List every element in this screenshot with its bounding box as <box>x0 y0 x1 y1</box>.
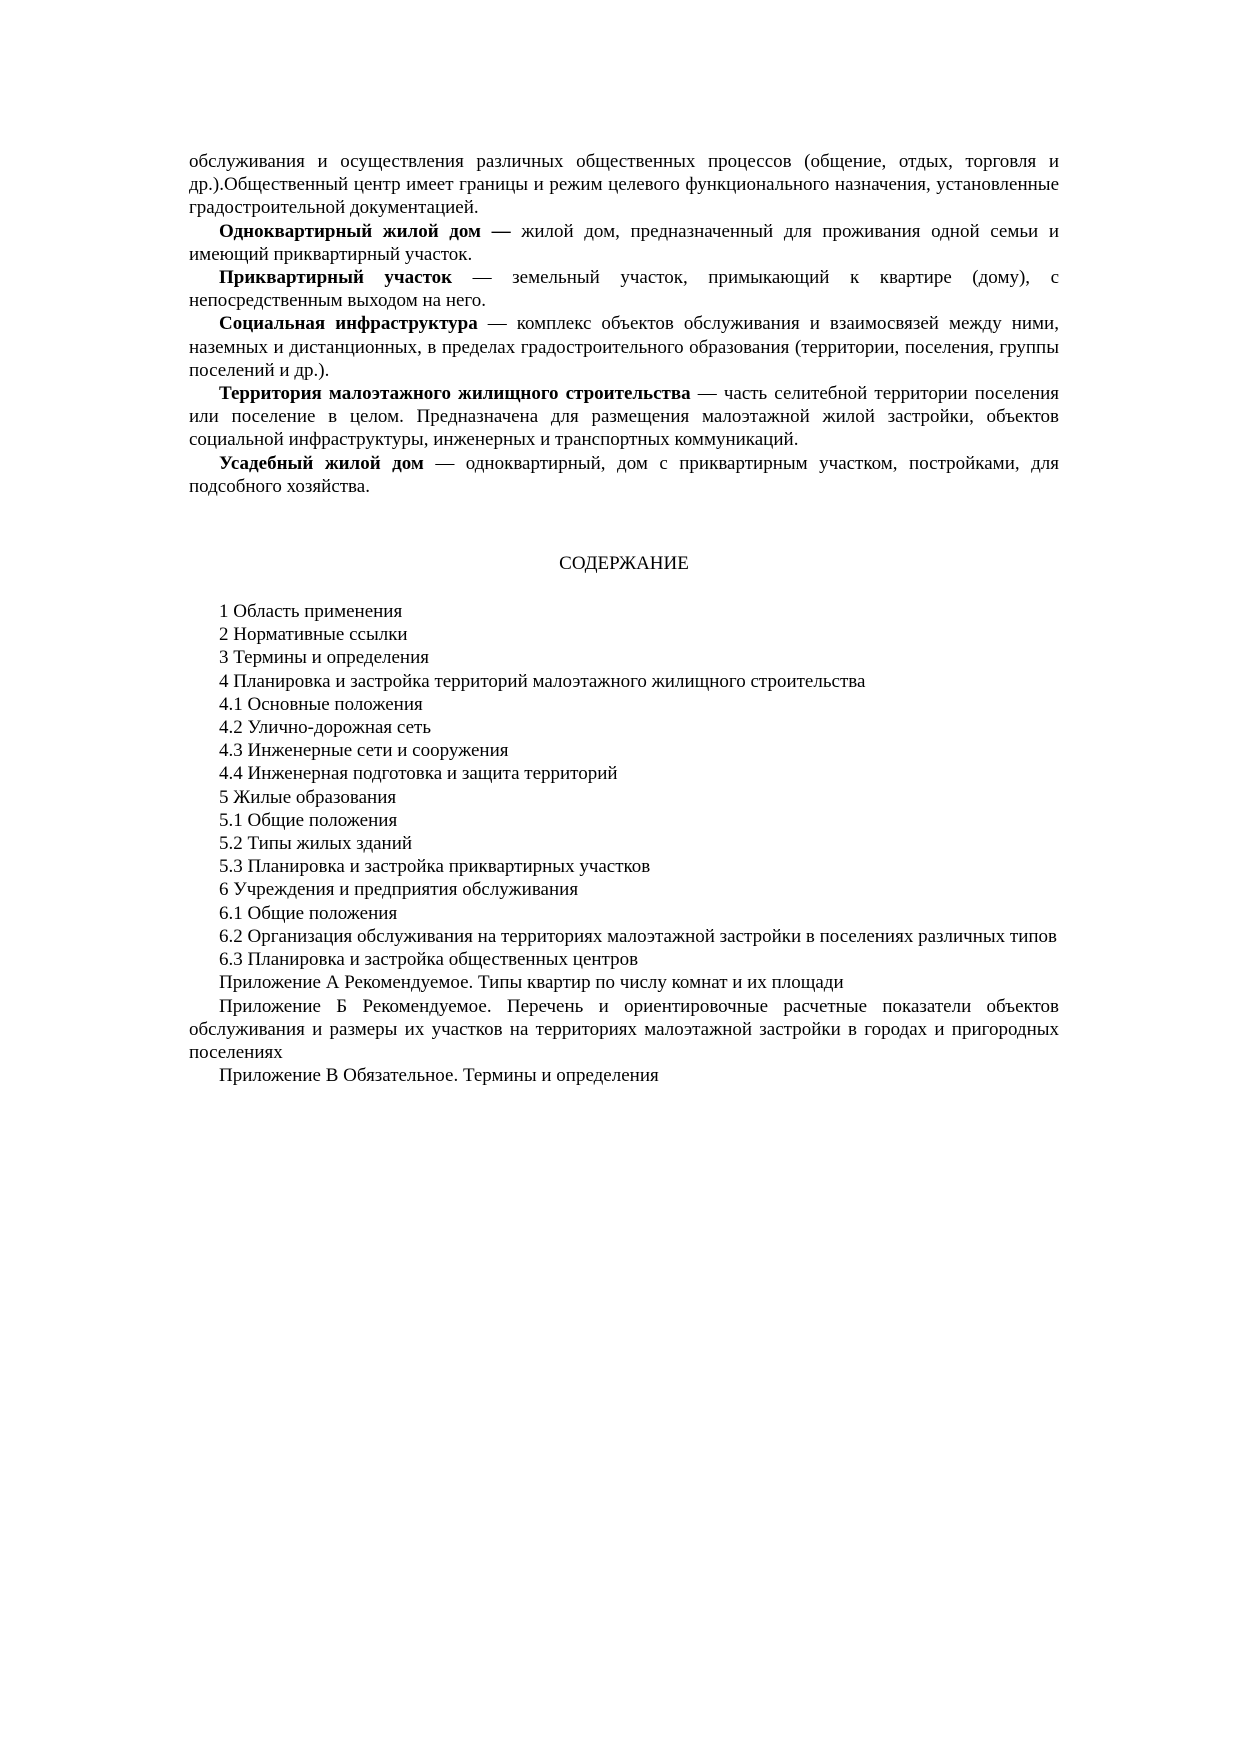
toc-item: 4.3 Инженерные сети и сооружения <box>219 740 509 762</box>
definition-text: жилой дом, предназначенный для проживания одной семьи и имеющий приквартирный участок. <box>189 220 1059 265</box>
toc-item: Приложение А Рекомендуемое. Типы квартир по числу комнат и их площади <box>219 972 844 994</box>
toc-item: 3 Термины и определения <box>219 647 430 669</box>
toc-item: 4.2 Улично-дорожная сеть <box>219 717 431 739</box>
definition-term: Социальная инфраструктура <box>219 313 478 335</box>
definition-text: — одноквартирный, дом с приквартирным участком, постройками, для подсобного хозяйства. <box>189 452 1059 497</box>
toc-item: Приложение Б Рекомендуемое. Перечень и ориентировочные расчетные показатели объектов обслуживания и размеры их участков на территориях малоэтажной застройки в городах и пригородных поселениях <box>189 995 1059 1063</box>
toc-item: 4.4 Инженерная подготовка и защита территорий <box>219 763 618 785</box>
toc-item: 2 Нормативные ссылки <box>219 624 408 646</box>
toc-list <box>189 600 1059 1087</box>
toc-item: 4 Планировка и застройка территорий малоэтажного жилищного строительства <box>219 670 866 692</box>
toc-item: Приложение В Обязательное. Термины и определения <box>219 1065 659 1087</box>
document-page <box>189 150 1059 1087</box>
toc-item: 5.3 Планировка и застройка приквартирных участков <box>219 856 651 878</box>
definition-term: Приквартирный участок <box>219 267 453 289</box>
toc-item: 6.1 Общие положения <box>219 902 398 924</box>
definition-text: — земельный участок, примыкающий к квартире (дому), с непосредственным выходом на него. <box>189 267 1060 312</box>
toc-item: 6 Учреждения и предприятия обслуживания <box>219 879 579 901</box>
toc-item: 5 Жилые образования <box>219 786 397 808</box>
definition-paragraph <box>189 312 1059 382</box>
definition-text: — комплекс объектов обслуживания и взаимосвязей между ними, наземных и дистанционных, в пределах градостроительного образования (территории, поселения, группы поселений и др.). <box>189 313 1059 381</box>
toc-title: СОДЕРЖАНИЕ <box>559 553 689 575</box>
toc-item: 6.2 Организация обслуживания на территориях малоэтажной застройки в поселениях различных типов <box>219 925 1058 947</box>
intro-continuation-paragraph: обслуживания и осуществления различных общественных процессов (общение, отдых, торговля и др.).Общественный центр имеет границы и режим целевого функционального назначения, установленные градостроительной документацией. <box>189 151 1059 219</box>
definition-paragraph <box>189 266 1059 312</box>
definition-paragraph <box>189 452 1059 498</box>
definition-term: Одноквартирный жилой дом — <box>219 220 511 242</box>
definition-text: — часть селитебной территории поселения или поселение в целом. Предназначена для размещения малоэтажной жилой застройки, объектов социальной инфраструктуры, инженерных и транспортных коммуникаций. <box>189 383 1059 451</box>
toc-item: 6.3 Планировка и застройка общественных центров <box>219 949 639 971</box>
definition-paragraph <box>189 382 1059 452</box>
toc-item: 1 Область применения <box>219 601 403 623</box>
toc-item: 5.1 Общие положения <box>219 809 398 831</box>
toc-item: 5.2 Типы жилых зданий <box>219 833 413 855</box>
definition-term: Территория малоэтажного жилищного строительства <box>219 383 691 405</box>
toc-item: 4.1 Основные положения <box>219 693 423 715</box>
definition-term: Усадебный жилой дом <box>219 452 424 474</box>
definition-paragraph <box>189 220 1059 266</box>
